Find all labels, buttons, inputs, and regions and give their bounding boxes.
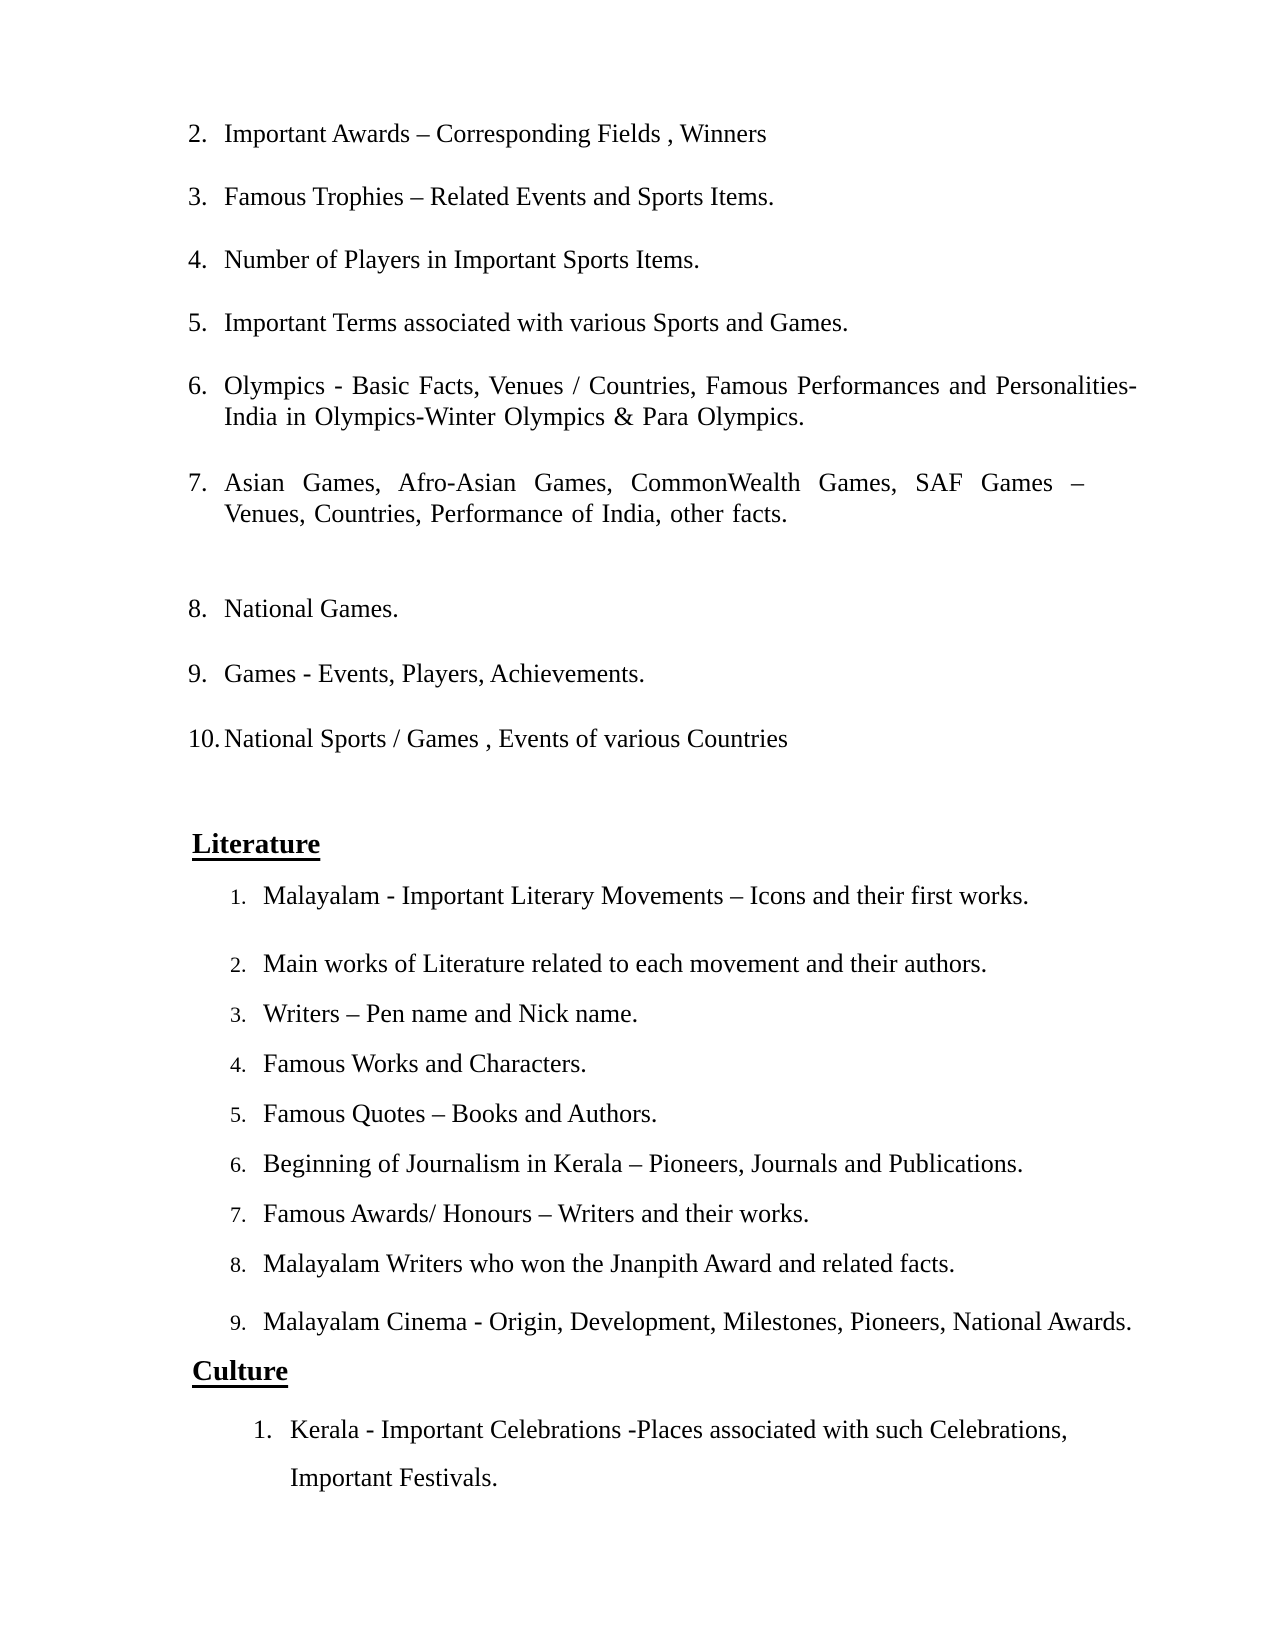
list-item-number: 1.: [253, 1415, 273, 1444]
list-item: [0, 723, 1275, 754]
list-item-text: Beginning of Journalism in Kerala – Pioneers, Journals and Publications.: [263, 1149, 1024, 1178]
list-item-text: Important Terms associated with various Sports and Games.: [224, 308, 849, 337]
list-item-number: 9.: [188, 659, 208, 688]
list-item-number: 9.: [230, 1310, 247, 1335]
list-item-text: Main works of Literature related to each movement and their authors.: [263, 949, 988, 978]
list-item: [0, 1248, 1275, 1280]
list-item-number: 6.: [188, 371, 208, 400]
list-item-text: Number of Players in Important Sports Items.: [224, 245, 700, 274]
list-item-text: Kerala - Important Celebrations -Places associated with such Celebrations, Important Festivals.: [290, 1415, 1068, 1492]
list-item: [0, 467, 1275, 529]
list-item-number: 5.: [188, 308, 208, 337]
list-item: [0, 658, 1275, 689]
list-item: [0, 948, 1275, 980]
list-item-number: 7.: [230, 1202, 247, 1227]
list-item: [0, 880, 1275, 912]
list-item-text: Games - Events, Players, Achievements.: [224, 659, 645, 688]
list-item-text: National Games.: [224, 594, 399, 623]
list-item-number: 5.: [230, 1102, 247, 1127]
list-item-number: 3.: [230, 1002, 247, 1027]
literature-list: [0, 880, 1275, 1346]
list-item-number: 2.: [230, 952, 247, 977]
list-item-number: 2.: [188, 119, 208, 148]
list-item: [0, 1148, 1275, 1180]
list-item-number: 8.: [188, 594, 208, 623]
list-item-text: Asian Games, Afro-Asian Games, CommonWealth Games, SAF Games – Venues, Countries, Performance of India, other facts.: [224, 468, 1084, 528]
list-item-number: 6.: [230, 1152, 247, 1177]
list-item-number: 1.: [230, 884, 247, 909]
list-item: [0, 593, 1275, 624]
list-item: [0, 1298, 1275, 1346]
list-item: [0, 998, 1275, 1030]
list-item: [0, 1048, 1275, 1080]
list-item-text: Important Awards – Corresponding Fields , Winners: [224, 119, 767, 148]
list-item-text: Famous Awards/ Honours – Writers and their works.: [263, 1199, 810, 1228]
list-item: [0, 1406, 1275, 1502]
list-item-text: Olympics - Basic Facts, Venues / Countries, Famous Performances and Personalities- India in Olympics-Winter Olympics & Para Olympics.: [224, 371, 1137, 431]
list-item-text: Famous Works and Characters.: [263, 1049, 587, 1078]
sports-list: [0, 118, 1275, 754]
list-item-number: 4.: [188, 245, 208, 274]
list-item-text: Malayalam - Important Literary Movements – Icons and their first works.: [263, 881, 1030, 910]
culture-list: [0, 1406, 1275, 1502]
list-item: [0, 1098, 1275, 1130]
list-item-text: Famous Quotes – Books and Authors.: [263, 1099, 658, 1128]
list-item-text: National Sports / Games , Events of various Countries: [224, 724, 788, 753]
list-item-text: Malayalam Cinema - Origin, Development, Milestones, Pioneers, National Awards.: [263, 1307, 1133, 1336]
culture-heading: Culture: [192, 1355, 289, 1387]
list-item: [0, 244, 1275, 275]
list-item: [0, 370, 1275, 432]
list-item: [0, 307, 1275, 338]
list-item: [0, 118, 1275, 149]
list-item-number: 3.: [188, 182, 208, 211]
list-item-text: Famous Trophies – Related Events and Sports Items.: [224, 182, 775, 211]
list-item-number: 8.: [230, 1252, 247, 1277]
list-item-number: 10.: [188, 724, 221, 753]
list-item: [0, 181, 1275, 212]
list-item: [0, 1198, 1275, 1230]
list-item-number: 4.: [230, 1052, 247, 1077]
literature-heading: Literature: [192, 828, 321, 860]
list-item-text: Writers – Pen name and Nick name.: [263, 999, 639, 1028]
list-item-text: Malayalam Writers who won the Jnanpith Award and related facts.: [263, 1249, 956, 1278]
list-item-number: 7.: [188, 468, 208, 497]
